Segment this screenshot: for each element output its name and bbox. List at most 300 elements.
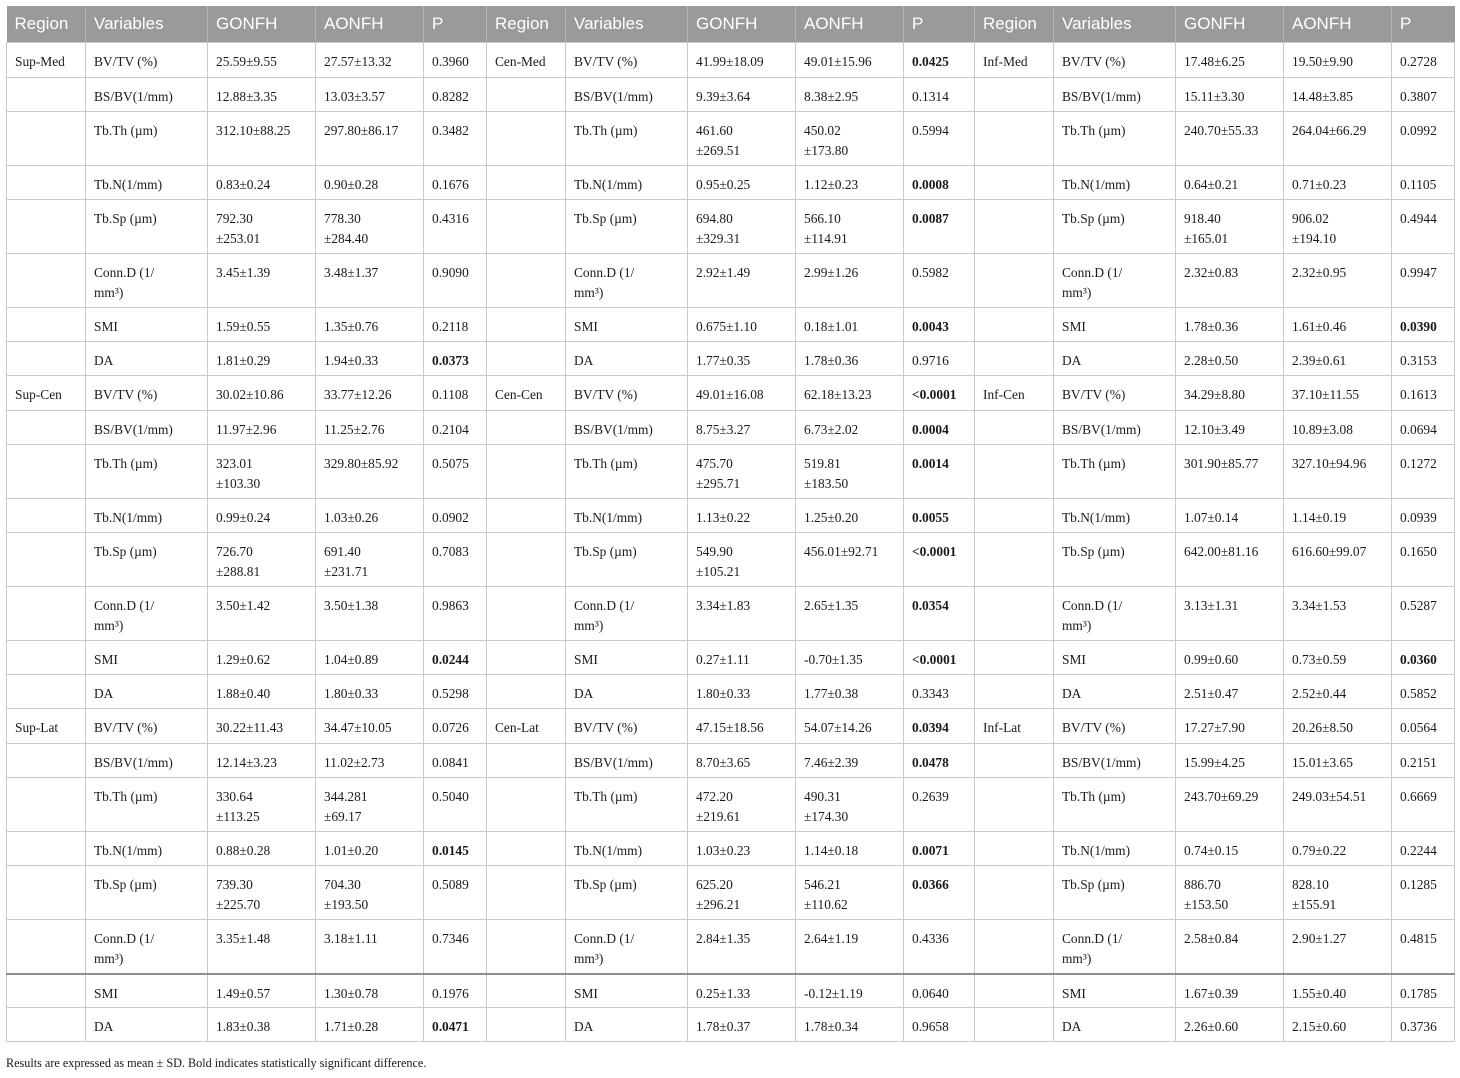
cell-text: DA [94,353,114,368]
cell-text: 19.50±9.90 [1292,54,1353,69]
table-cell [208,43,316,78]
cell-text-line2: mm³) [574,951,604,966]
cell-text: 0.9090 [432,265,469,280]
cell-text: 1.77±0.38 [804,686,859,701]
table-cell [1176,112,1284,166]
table-cell [316,1008,424,1042]
table-cell [688,78,796,112]
table-cell [487,533,566,587]
cell-text: 330.64 [216,789,253,804]
table-cell [975,974,1054,1008]
cell-text: 15.99±4.25 [1184,755,1245,770]
cell-text: 10.89±3.08 [1292,422,1353,437]
table-cell [796,778,904,832]
cell-text-line2: ±296.21 [696,897,741,912]
cell-text: 546.21 [804,877,841,892]
cell-text: 12.14±3.23 [216,755,277,770]
cell-text: 0.0640 [912,985,949,1001]
table-cell [7,778,86,832]
cell-text: BV/TV (%) [574,720,638,735]
table-cell [1054,675,1176,709]
table-cell [1054,376,1176,411]
table-cell [487,43,566,78]
cell-text: 17.27±7.90 [1184,720,1245,735]
table-cell [316,342,424,376]
cell-text: 0.4336 [912,931,949,946]
cell-text: 0.3960 [432,54,469,69]
table-cell [86,308,208,342]
cell-text: 1.04±0.89 [324,652,379,667]
cell-text: Tb.Th (µm) [94,123,158,138]
cell-text: Tb.Sp (µm) [1062,544,1125,559]
table-cell [7,43,86,78]
table-cell [208,832,316,866]
cell-text: Inf-Cen [983,387,1025,402]
table-cell [316,920,424,974]
table-row [7,308,1455,342]
table-cell [566,533,688,587]
table-cell [1176,1008,1284,1042]
table-cell [316,641,424,675]
cell-text: BV/TV (%) [94,720,158,735]
table-cell [208,533,316,587]
cell-text: 0.0354 [912,598,949,613]
table-cell [688,675,796,709]
cell-text-line2: ±329.31 [696,231,741,246]
table-cell [424,376,487,411]
table-cell [424,832,487,866]
cell-text: 1.12±0.23 [804,177,859,192]
table-cell [424,920,487,974]
cell-text: 475.70 [696,456,733,471]
cell-text: 3.18±1.11 [324,931,378,946]
table-cell [1054,445,1176,499]
table-cell [1392,308,1455,342]
cell-text: 0.1105 [1400,177,1437,192]
table-cell [904,587,975,641]
cell-text: 344.281 [324,789,368,804]
table-cell [1284,254,1392,308]
table-cell [975,200,1054,254]
cell-text: Tb.Th (µm) [94,456,158,471]
cell-text: DA [1062,353,1082,368]
table-cell [1284,376,1392,411]
table-cell [1054,587,1176,641]
cell-text: 0.79±0.22 [1292,843,1347,858]
table-cell [424,78,487,112]
cell-text: 1.61±0.46 [1292,319,1347,334]
cell-text: 691.40 [324,544,361,559]
cell-text: Tb.Sp (µm) [94,877,157,892]
table-cell [566,342,688,376]
cell-text: DA [94,686,114,701]
table-cell [1054,308,1176,342]
table-cell [86,744,208,778]
table-row [7,112,1455,166]
cell-text: 2.32±0.83 [1184,265,1239,280]
cell-text: 34.29±8.80 [1184,387,1245,402]
cell-text-line2: ±155.91 [1292,897,1337,912]
table-cell [424,200,487,254]
cell-text: SMI [94,319,118,334]
table-cell [1176,587,1284,641]
cell-text: BS/BV(1/mm) [574,422,653,437]
table-cell [208,709,316,744]
table-row [7,866,1455,920]
cell-text: 17.48±6.25 [1184,54,1245,69]
cell-text: 329.80±85.92 [324,456,399,471]
table-cell [1392,709,1455,744]
table-cell [796,499,904,533]
header-row [7,6,1455,43]
table-row [7,832,1455,866]
table-cell [316,832,424,866]
table-cell [86,675,208,709]
table-cell [1054,533,1176,587]
cell-text: BV/TV (%) [1062,387,1126,402]
table-cell [904,254,975,308]
cell-text: 312.10±88.25 [216,123,291,138]
table-row [7,166,1455,200]
table-cell [1176,445,1284,499]
cell-text: 726.70 [216,544,253,559]
table-cell [1284,920,1392,974]
cell-text: 0.7083 [432,544,469,559]
table-cell [1392,78,1455,112]
table-cell [208,254,316,308]
table-cell [7,533,86,587]
cell-text-line2: ±269.51 [696,143,741,158]
column-header: GONFH [208,6,316,43]
table-cell [796,533,904,587]
cell-text-line2: ±174.30 [804,809,849,824]
table-cell [1392,744,1455,778]
cell-text: 918.40 [1184,211,1221,226]
table-cell [86,445,208,499]
table-cell [7,254,86,308]
table-cell [316,376,424,411]
table-cell [487,1008,566,1042]
cell-text: 0.1272 [1400,456,1437,471]
table-cell [796,166,904,200]
table-header [7,6,1455,43]
cell-text: 1.35±0.76 [324,319,379,334]
table-cell [1054,43,1176,78]
cell-text-line2: ±225.70 [216,897,261,912]
table-cell [1392,254,1455,308]
table-cell [1176,200,1284,254]
cell-text: 1.59±0.55 [216,319,271,334]
table-cell [975,308,1054,342]
cell-text: Tb.N(1/mm) [574,843,643,858]
table-cell [688,411,796,445]
table-cell [1176,974,1284,1008]
table-cell [566,308,688,342]
cell-text-line2: ±114.91 [804,231,848,246]
table-cell [904,744,975,778]
table-cell [208,744,316,778]
cell-text: 0.4815 [1400,931,1437,946]
cell-text: BS/BV(1/mm) [94,755,173,770]
cell-text: 778.30 [324,211,361,226]
table-cell [566,112,688,166]
cell-text: Tb.Th (µm) [1062,789,1126,804]
cell-text: 2.32±0.95 [1292,265,1347,280]
cell-text: 0.9863 [432,598,469,613]
cell-text: 30.02±10.86 [216,387,284,402]
cell-text-line2: ±253.01 [216,231,261,246]
cell-text: SMI [574,652,598,667]
cell-text: Tb.Th (µm) [1062,123,1126,138]
cell-text: Inf-Med [983,54,1028,69]
table-cell [316,43,424,78]
table-cell [688,974,796,1008]
table-cell [566,587,688,641]
cell-text: BS/BV(1/mm) [1062,755,1141,770]
cell-text: 0.1613 [1400,387,1437,402]
table-cell [1284,200,1392,254]
table-cell [1392,43,1455,78]
cell-text: 0.0694 [1400,422,1437,437]
table-cell [316,254,424,308]
table-cell [566,200,688,254]
cell-text: 20.26±8.50 [1292,720,1353,735]
table-cell [1392,1008,1455,1042]
cell-text: 1.01±0.20 [324,843,379,858]
table-cell [1176,778,1284,832]
cell-text: 694.80 [696,211,733,226]
cell-text: BV/TV (%) [1062,720,1126,735]
table-cell [424,411,487,445]
table-cell [7,376,86,411]
table-cell [904,974,975,1008]
table-cell [975,587,1054,641]
table-row [7,376,1455,411]
table-cell [208,376,316,411]
cell-text: 3.45±1.39 [216,265,271,280]
cell-text: 0.0071 [912,843,949,858]
table-cell [566,166,688,200]
table-cell [487,376,566,411]
table-cell [566,499,688,533]
table-cell [1392,166,1455,200]
cell-text: Tb.Sp (µm) [94,544,157,559]
cell-text-line2: ±173.80 [804,143,849,158]
table-cell [1392,832,1455,866]
table-cell [424,499,487,533]
table-cell [688,866,796,920]
table-cell [688,445,796,499]
table-cell [1392,342,1455,376]
cell-text: 25.59±9.55 [216,54,277,69]
table-cell [688,832,796,866]
cell-text: 2.99±1.26 [804,265,859,280]
cell-text: SMI [574,319,598,334]
table-cell [688,43,796,78]
cell-text-line2: ±194.10 [1292,231,1337,246]
cell-text: 456.01±92.71 [804,544,879,559]
table-cell [566,744,688,778]
cell-text: Tb.N(1/mm) [1062,510,1131,525]
table-cell [904,866,975,920]
table-cell [487,709,566,744]
table-cell [688,376,796,411]
cell-text: 0.0478 [912,755,949,770]
cell-text: 1.07±0.14 [1184,510,1239,525]
cell-text: 0.0014 [912,456,949,471]
table-cell [1284,641,1392,675]
table-cell [424,254,487,308]
table-cell [316,308,424,342]
cell-text: 0.5994 [912,123,949,138]
cell-text: 450.02 [804,123,841,138]
cell-text: 0.25±1.33 [696,985,751,1001]
column-header: Region [487,6,566,43]
cell-text: 0.5040 [432,789,469,804]
cell-text: 240.70±55.33 [1184,123,1259,138]
table-body [7,43,1455,1042]
table-row [7,533,1455,587]
table-cell [796,920,904,974]
cell-text: 1.14±0.19 [1292,510,1347,525]
cell-text: 8.38±2.95 [804,89,859,104]
cell-text: DA [574,1019,594,1034]
table-cell [796,376,904,411]
cell-text: Tb.N(1/mm) [574,510,643,525]
table-cell [975,342,1054,376]
table-cell [86,43,208,78]
table-cell [487,866,566,920]
cell-text: 0.2104 [432,422,469,437]
cell-text: 792.30 [216,211,253,226]
table-cell [1176,499,1284,533]
cell-text: 47.15±18.56 [696,720,764,735]
cell-text: 616.60±99.07 [1292,544,1367,559]
table-cell [208,78,316,112]
cell-text: Tb.N(1/mm) [1062,843,1131,858]
table-row [7,641,1455,675]
cell-text: 0.0008 [912,177,949,192]
table-cell [975,744,1054,778]
cell-text: 1.78±0.34 [804,1019,859,1034]
cell-text-line2: mm³) [94,618,124,633]
table-row [7,974,1455,1008]
cell-text: Tb.Th (µm) [574,789,638,804]
table-cell [904,411,975,445]
cell-text: 0.1676 [432,177,469,192]
table-cell [1176,308,1284,342]
table-cell [975,1008,1054,1042]
table-cell [796,445,904,499]
table-cell [1054,499,1176,533]
table-cell [1392,533,1455,587]
cell-text: 566.10 [804,211,841,226]
cell-text: 0.3736 [1400,1019,1437,1034]
table-cell [1284,166,1392,200]
table-cell [1176,866,1284,920]
table-cell [487,200,566,254]
cell-text: 0.9947 [1400,265,1437,280]
table-cell [424,533,487,587]
cell-text: 886.70 [1184,877,1221,892]
cell-text: Tb.Th (µm) [574,123,638,138]
cell-text: 3.13±1.31 [1184,598,1239,613]
table-cell [316,112,424,166]
cell-text: 0.5298 [432,686,469,701]
cell-text: 739.30 [216,877,253,892]
table-cell [1176,43,1284,78]
table-cell [796,587,904,641]
table-cell [424,744,487,778]
cell-text-line2: ±165.01 [1184,231,1229,246]
cell-text: 0.3343 [912,686,949,701]
cell-text-line2: ±105.21 [696,564,741,579]
cell-text: 0.1285 [1400,877,1437,892]
cell-text-line2: ±183.50 [804,476,849,491]
cell-text: 12.10±3.49 [1184,422,1245,437]
table-cell [1176,254,1284,308]
cell-text-line2: ±103.30 [216,476,261,491]
table-row [7,709,1455,744]
table-cell [796,342,904,376]
table-cell [1284,308,1392,342]
cell-text: DA [574,686,594,701]
table-cell [566,78,688,112]
results-table [6,6,1455,1042]
cell-text-line2: mm³) [574,618,604,633]
cell-text: Inf-Lat [983,720,1021,735]
cell-text: 0.1650 [1400,544,1437,559]
table-cell [1392,411,1455,445]
cell-text: 0.5852 [1400,686,1437,701]
cell-text-line2: ±288.81 [216,564,261,579]
table-cell [487,166,566,200]
table-cell [1392,587,1455,641]
cell-text: 1.83±0.38 [216,1019,271,1034]
cell-text-line2: ±284.40 [324,231,369,246]
cell-text: 0.73±0.59 [1292,652,1347,667]
cell-text-line2: ±110.62 [804,897,848,912]
table-cell [904,445,975,499]
cell-text: 323.01 [216,456,253,471]
table-cell [904,200,975,254]
cell-text: 0.0145 [432,843,469,858]
table-cell [904,376,975,411]
cell-text: 2.26±0.60 [1184,1019,1239,1034]
table-cell [688,166,796,200]
cell-text: 0.0043 [912,319,949,334]
cell-text: BS/BV(1/mm) [1062,422,1141,437]
cell-text: 0.2728 [1400,54,1437,69]
cell-text: 30.22±11.43 [216,720,284,735]
cell-text-line2: ±219.61 [696,809,741,824]
cell-text: 14.48±3.85 [1292,89,1353,104]
cell-text: Sup-Lat [15,720,59,735]
cell-text-line2: mm³) [1062,285,1092,300]
table-cell [1176,675,1284,709]
table-cell [688,200,796,254]
table-cell [1284,709,1392,744]
cell-text: 2.90±1.27 [1292,931,1347,946]
cell-text: 0.7346 [432,931,469,946]
table-cell [424,778,487,832]
cell-text: 0.4316 [432,211,469,226]
cell-text: 33.77±12.26 [324,387,392,402]
cell-text: 6.73±2.02 [804,422,859,437]
table-cell [688,587,796,641]
cell-text: 0.3482 [432,123,469,138]
table-cell [904,308,975,342]
